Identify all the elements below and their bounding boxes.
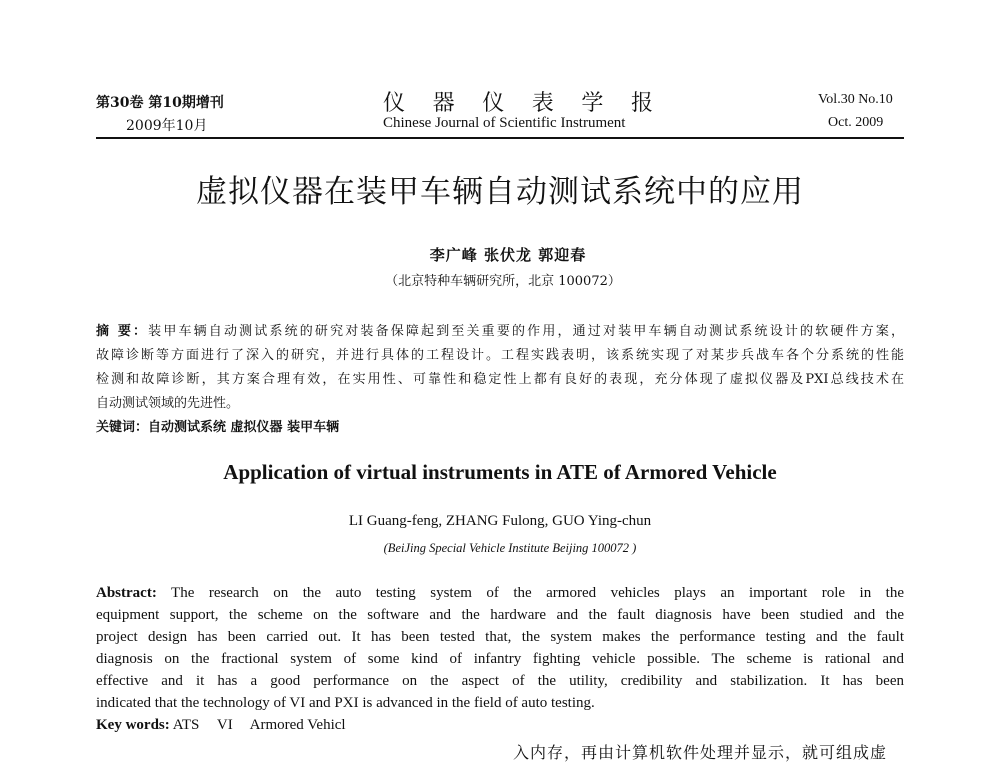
journal-name-char: 表 <box>531 91 554 116</box>
abstract-en-line <box>96 585 904 602</box>
journal-name-en: Chinese Journal of Scientific Instrument <box>383 115 626 131</box>
abstract-en-line: indicated that the technology of VI and PXI is advanced in the field of auto testing. <box>96 695 595 711</box>
abstract-cn-text: 装甲车辆自动测试系统的研究对装备保障起到至关重要的作用，通过对装甲车辆自动测试系统设计的软硬件方案， <box>148 324 904 339</box>
journal-name-char: 学 <box>581 91 604 116</box>
journal-name-char: 报 <box>630 91 653 116</box>
keywords-en-label: Key words: <box>96 717 170 733</box>
keywords-cn-label: 关键词： <box>96 420 149 435</box>
keywords-cn-text: 自动测试系统 虚拟仪器 装甲车辆 <box>148 420 340 435</box>
keyword-item: VI <box>216 717 233 733</box>
abstract-en-line: diagnosis on the fractional system of some kind of infantry fighting vehicle possible. The scheme is rational and <box>96 651 904 667</box>
keyword-item: Armored Vehicl <box>249 717 346 733</box>
abstract-en-line: effective and it has a good performance on the aspect of the utility, credibility and stabilization. It has been <box>96 673 904 689</box>
journal-name-char: 仪 <box>383 91 406 116</box>
abstract-en-line: project design has been carried out. It has been tested that, the system makes the performance testing and the fault <box>96 629 904 645</box>
journal-volume-issue: 第30卷 第10期增刊 <box>96 95 224 111</box>
abstract-en-label: Abstract: <box>96 585 157 601</box>
journal-date-cn: 2009年10月 <box>126 118 208 134</box>
journal-name-char: 器 <box>432 91 455 116</box>
paper-title-en: Application of virtual instruments in ATE of Armored Vehicle <box>223 460 777 484</box>
keywords-cn <box>96 416 339 435</box>
abstract-cn-line: 检测和故障诊断，其方案合理有效，在实用性、可靠性和稳定性上都有良好的表现，充分体现了虚拟仪器及PXI总线技术在 <box>96 372 904 387</box>
abstract-cn-line: 故障诊断等方面进行了深入的研究，并进行具体的工程设计。工程实践表明，该系统实现了对某步兵战车各个分系统的性能 <box>96 348 904 363</box>
keyword-item: ATS <box>172 717 200 733</box>
paper-title-cn: 虚拟仪器在装甲车辆自动测试系统中的应用 <box>196 174 804 210</box>
journal-date-en: Oct. 2009 <box>828 115 884 130</box>
journal-volume-en: Vol.30 No.10 <box>818 92 893 107</box>
authors-cn: 李广峰 张伏龙 郭迎春 <box>429 246 587 264</box>
affiliation-en: (BeiJing Special Vehicle Institute Beijing 100072 ) <box>383 541 637 555</box>
abstract-cn-label: 摘 要： <box>96 324 149 339</box>
journal-name-char: 仪 <box>482 91 505 116</box>
abstract-en-text: The research on the auto testing system of the armored vehicles plays an important role in the <box>171 585 904 601</box>
journal-name-cn <box>383 86 653 117</box>
abstract-cn-line: 自动测试领域的先进性。 <box>96 396 240 411</box>
affiliation-cn: （北京特种车辆研究所，北京 100072） <box>385 274 621 289</box>
keywords-en <box>96 717 346 734</box>
abstract-en-line: equipment support, the scheme on the software and the hardware and the fault diagnosis have been studied and the <box>96 607 904 623</box>
abstract-cn-line <box>96 320 904 339</box>
authors-en: LI Guang-feng, ZHANG Fulong, GUO Ying-chun <box>348 513 652 529</box>
header-divider <box>96 137 904 139</box>
body-text-fragment: 入内存，再由计算机软件处理并显示，就可组成虚 <box>513 743 888 762</box>
